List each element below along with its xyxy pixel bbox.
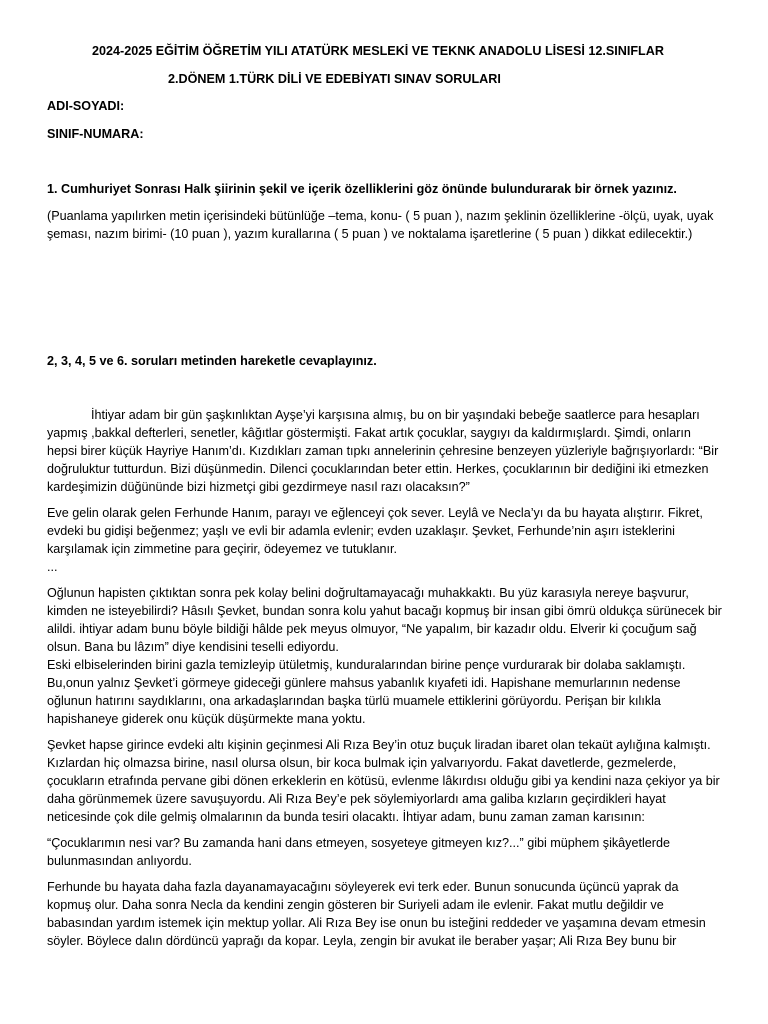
name-label: ADI-SOYADI: — [47, 99, 125, 113]
passage-paragraph: İhtiyar adam bir gün şaşkınlıktan Ayşe’yi karşısına almış, bu on bir yaşındaki bebeğe saatlerce para hesapları yapmış ,bakkal defterleri, senetler, kâğıtlar göstermişti. Fakat artık çocuklar, saygıyı da kaldırmışlardı. Şimdi, onların hepsi birer küçük Hayriye Hanım’dı. Kızdıkları zaman tıpkı annelerinin çehresine benzeyen yüzleriyle bağrışıyorlardı: “Bir doğruluktur tutturdun. Bizi düşünmedin. Dilenci çocuklarından beter ettin. Herkes, çocuklarının bir dediğini iki etmezken kardeşimizin düğününde bizi hizmetçi gibi gezdirmeye nasıl razı olacaksın?” — [47, 408, 719, 494]
passage-paragraph: Oğlunun hapisten çıktıktan sonra pek kolay belini doğrultamayacağı muhakkaktı. Bu yüz karasıyla nereye başvurur, kimden ne isteyebilirdi? Hâsılı Şevket, bundan sonra kolu yahut bacağı kopmuş bir insan gibi ömrü oldukça sürünecek bir alildi. ihtiyar adam bunu böyle bildiği hâlde pek meyus olmuyor, “Ne yapalım, bir kazadır oldu. Elverir ki çocuğum sağ olsun. Bana bu lâzım” diye kendisini teselli ediyordu. — [47, 586, 722, 654]
passage-paragraph: Ferhunde bu hayata daha fazla dayanamayacağını söyleyerek evi terk eder. Bunun sonucunda üçüncü yaprak da kopmuş olur. Daha sonra Necla da kendini zengin gösteren bir Suriyeli adam ile evlenir. Fakat mutlu değildir ve babasından yardım istemek için mektup yollar. Ali Rıza Bey ise onun bu isteğini reddeder ve yaşamına devam etmesin söyler. Böylece dalın dördüncü yaprağı da kopar. Leyla, zengin bir avukat ile beraber yaşar; Ali Rıza Bey bunu bir — [47, 880, 706, 948]
exam-title-line2: 2.DÖNEM 1.TÜRK DİLİ VE EDEBİYATI SINAV SORULARI — [168, 72, 501, 86]
reading-passage — [47, 406, 723, 950]
passage-paragraph: Şevket hapse girince evdeki altı kişinin geçinmesi Ali Rıza Bey’in otuz buçuk liradan ibaret olan tekaüt aylığına kalmıştı. Kızlardan hiç olmazsa birine, nasıl olursa olsun, bir koca bulmak için yalvarıyordu. Fakat davetlerde, gezmelerde, çocukların etrafında pervane gibi dönen erkeklerin en kötüsü, evlenme lâkırdısı olduğu gibi ya kendini naza çekiyor ya bir daha görünmemek üzere savuşuyordu. Ali Rıza Bey’e pek söylemiyorlardı ama galiba kızların geçirdikleri hayat neticesinde çok dile gelmiş olmalarının da bunda tesiri olacaktı. İhtiyar adam, bunu zaman zaman karısının: — [47, 738, 720, 824]
passage-ellipsis: ... — [47, 560, 58, 574]
passage-paragraph: Eve gelin olarak gelen Ferhunde Hanım, parayı ve eğlenceyi çok sever. Leylâ ve Necla’yı da bu hayata alıştırır. Fikret, evdeki bu gidişi beğenmez; yaşlı ve evli bir adamla evlenir; evden uzaklaşır. Şevket, Ferhunde’nin aşırı isteklerini karşılamak için zimmetine para geçirir, ödeyemez ve tutuklanır. — [47, 506, 703, 556]
question-1: 1. Cumhuriyet Sonrası Halk şiirinin şekil ve içerik özelliklerini göz önünde bulundurarak bir örnek yazınız. — [47, 182, 677, 196]
passage-paragraph: Eski elbiselerinden birini gazla temizleyip ütületmiş, kunduralarından birine pençe vurdurarak bir dolaba saklamıştı. Bu,onun yalnız Şevket’i görmeye gideceği günlere mahsus yabanlık kıyafeti idi. Hapishane memurlarının nedense oğlunun hatırını saydıklarını, ona arkadaşlarından başka türlü muamele ettiklerini görüyordu. Perişan bir kılıkla hapishaneye giderek onu küçük düşürmekte mana yoktu. — [47, 658, 686, 726]
exam-title-line1: 2024-2025 EĞİTİM ÖĞRETİM YILI ATATÜRK MESLEKİ VE TEKNK ANADOLU LİSESİ 12.SINIFLAR — [92, 44, 664, 58]
passage-paragraph: “Çocuklarımın nesi var? Bu zamanda hani dans etmeyen, sosyeteye gitmeyen kız?...” gibi müphem şikâyetlerde bulunmasından anlıyordu. — [47, 836, 670, 868]
question-1-scoring: (Puanlama yapılırken metin içerisindeki bütünlüğe –tema, konu- ( 5 puan ), nazım şeklinin özelliklerine -ölçü, uyak, uyak şeması, nazım birimi- (10 puan ), yazım kurallarına ( 5 puan ) ve noktalama işaretlerine ( 5 puan ) dikkat edilecektir.) — [47, 209, 714, 241]
class-number-label: SINIF-NUMARA: — [47, 127, 144, 141]
passage-instructions: 2, 3, 4, 5 ve 6. soruları metinden hareketle cevaplayınız. — [47, 354, 377, 368]
